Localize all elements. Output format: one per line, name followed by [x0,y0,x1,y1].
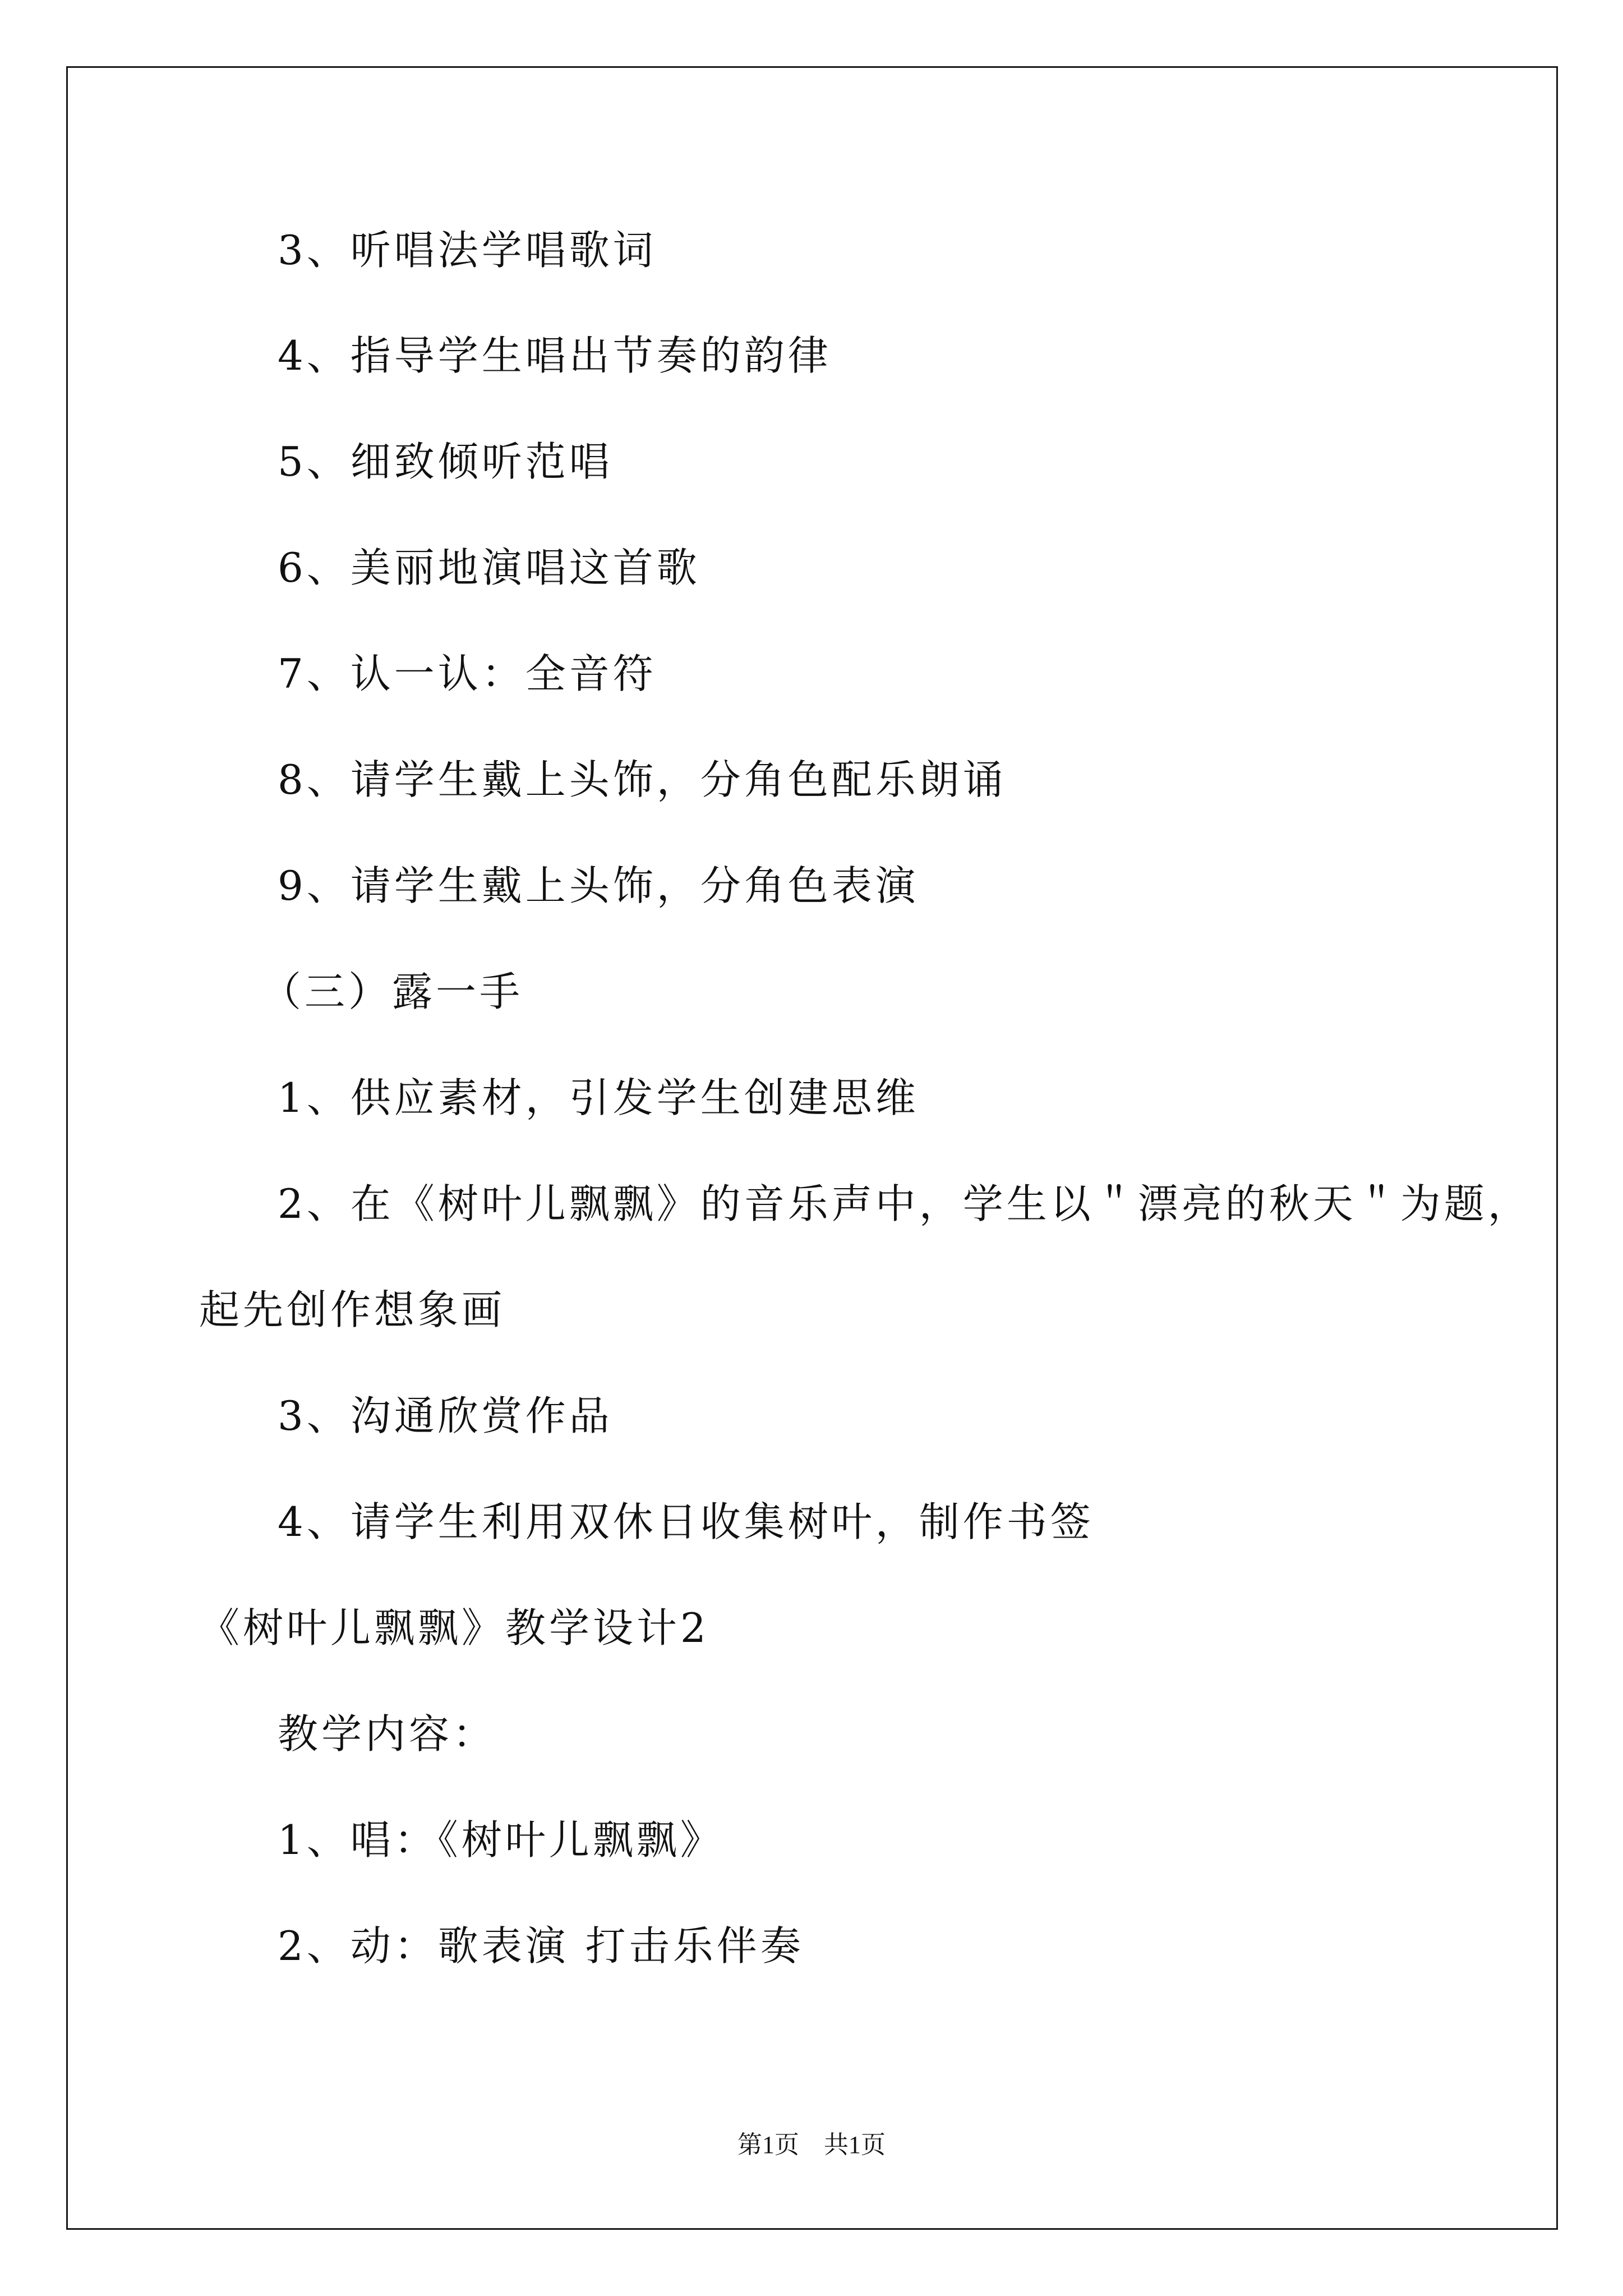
list-item: 2、在《树叶儿飘飘》的音乐声中，学生以＂漂亮的秋天＂为题， [278,1180,1532,1227]
list-item: 7、认一认：全音符 [278,650,657,697]
list-item: 4、请学生利用双休日收集树叶，制作书签 [278,1498,1094,1545]
list-item: 9、请学生戴上头饰，分角色表演 [278,862,919,909]
list-item: 6、美丽地演唱这首歌 [278,544,700,591]
list-item: 1、唱：《树叶儿飘飘》 [278,1816,724,1864]
page-border [66,66,1558,2230]
document-title: 《树叶儿飘飘》教学设计2 [199,1604,709,1651]
list-item: 2、动：歌表演 打击乐伴奏 [278,1922,804,1970]
list-item: 3、沟通欣赏作品 [278,1392,613,1439]
list-item: 3、听唱法学唱歌词 [278,227,657,274]
paragraph-continuation: 起先创作想象画 [199,1286,506,1333]
list-item: 8、请学生戴上头饰，分角色配乐朗诵 [278,756,1007,803]
section-heading: 教学内容： [278,1710,497,1757]
page-number: 第1页 共1页 [737,2131,886,2159]
list-item: 5、细致倾听范唱 [278,438,613,485]
list-item: 4、指导学生唱出节奏的韵律 [278,332,832,379]
section-heading: （三）露一手 [261,968,524,1015]
list-item: 1、供应素材，引发学生创建思维 [278,1074,919,1121]
